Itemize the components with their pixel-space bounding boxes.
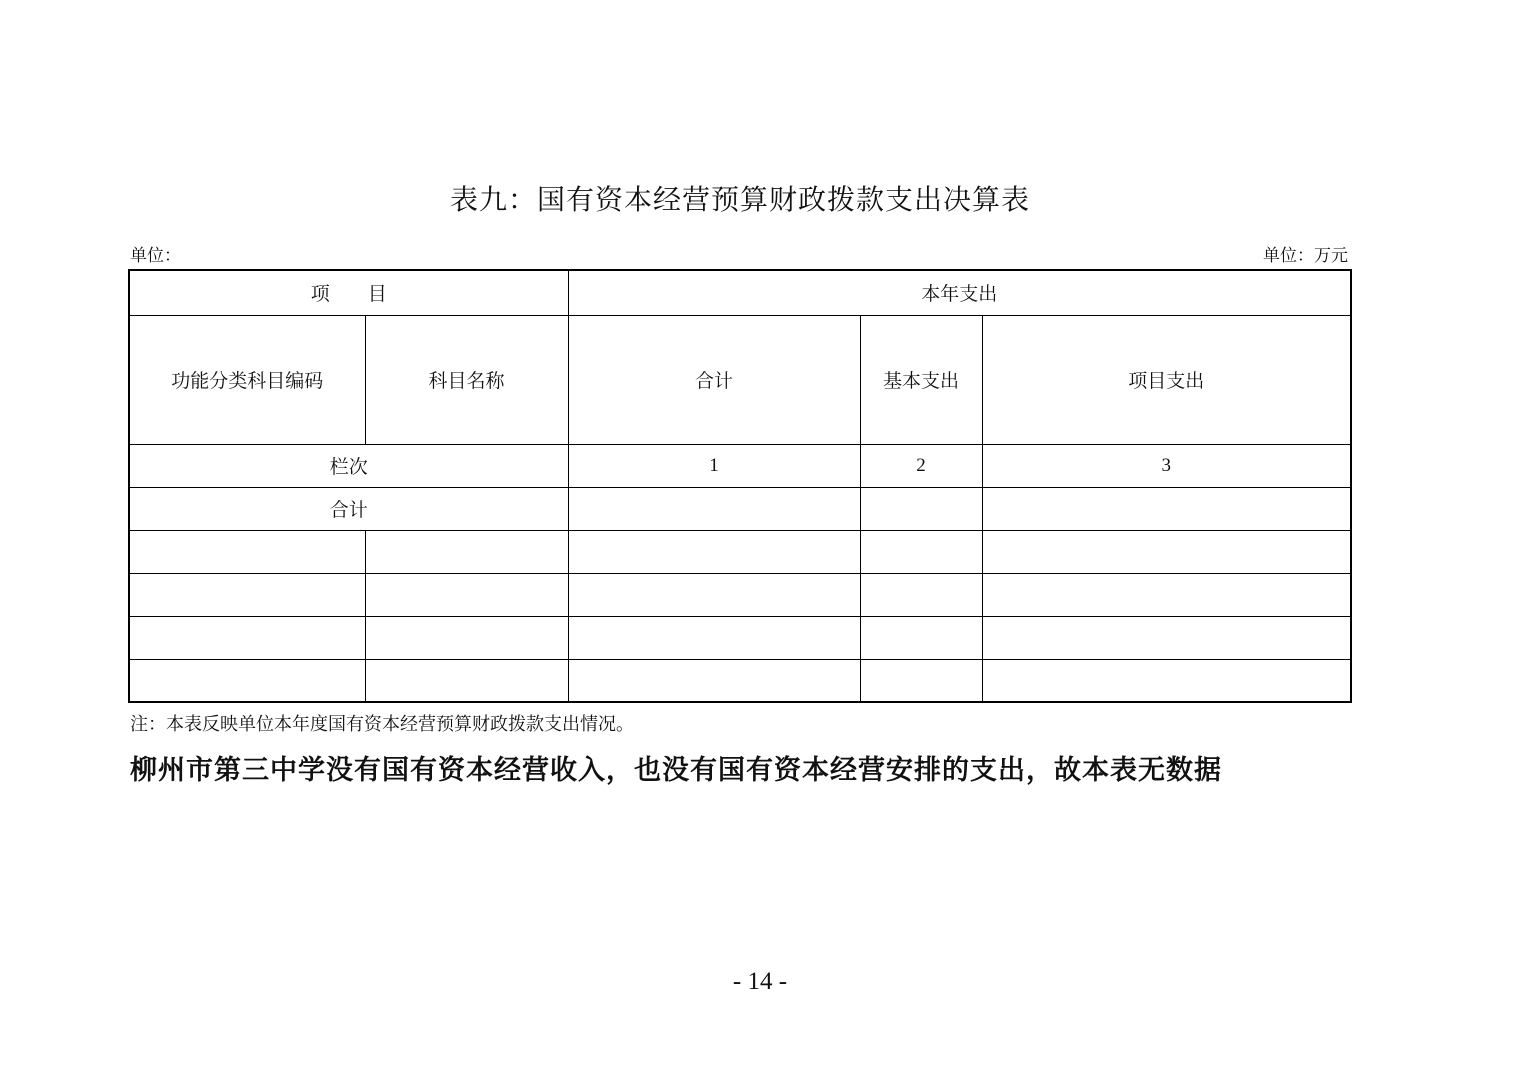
table-cell — [365, 659, 568, 702]
column-header-project: 项目支出 — [982, 315, 1351, 444]
table-cell — [982, 659, 1351, 702]
table-cell — [860, 616, 982, 659]
column-header-basic: 基本支出 — [860, 315, 982, 444]
table-note: 注：本表反映单位本年度国有资本经营预算财政拨款支出情况。 — [130, 714, 634, 735]
table-cell — [129, 616, 365, 659]
unit-label-right: 单位：万元 — [1263, 246, 1348, 266]
header-current-year-expenditure: 本年支出 — [568, 270, 1351, 315]
total-row-label: 合计 — [129, 487, 568, 530]
column-header-total: 合计 — [568, 315, 860, 444]
table-cell — [860, 659, 982, 702]
table-cell — [860, 573, 982, 616]
table-cell — [982, 530, 1351, 573]
table-cell — [568, 616, 860, 659]
table-cell — [568, 530, 860, 573]
unit-label-left: 单位： — [130, 246, 181, 266]
table-cell — [129, 573, 365, 616]
table-cell — [982, 616, 1351, 659]
table-cell — [860, 530, 982, 573]
index-project: 3 — [982, 444, 1351, 487]
page-number: - 14 - — [732, 968, 788, 995]
table-cell — [129, 530, 365, 573]
table-row — [129, 659, 1351, 702]
header-item: 项 目 — [129, 270, 568, 315]
total-cell — [982, 487, 1351, 530]
table-cell — [365, 530, 568, 573]
no-data-statement: 柳州市第三中学没有国有资本经营收入，也没有国有资本经营安排的支出，故本表无数据 — [130, 755, 1222, 786]
header-row-1 — [129, 270, 1351, 315]
index-basic: 2 — [860, 444, 982, 487]
header-row-2 — [129, 315, 1351, 444]
table-cell — [129, 659, 365, 702]
table-cell — [568, 573, 860, 616]
table-cell — [568, 659, 860, 702]
column-header-name: 科目名称 — [365, 315, 568, 444]
table-row — [129, 616, 1351, 659]
column-header-code: 功能分类科目编码 — [129, 315, 365, 444]
table-cell — [982, 573, 1351, 616]
index-total: 1 — [568, 444, 860, 487]
total-cell — [860, 487, 982, 530]
table-cell — [365, 616, 568, 659]
table-title: 表九：国有资本经营预算财政拨款支出决算表 — [449, 183, 1030, 216]
total-cell — [568, 487, 860, 530]
table-row — [129, 530, 1351, 573]
table-row — [129, 573, 1351, 616]
index-row — [129, 444, 1351, 487]
table-cell — [365, 573, 568, 616]
budget-table — [128, 269, 1352, 703]
total-row — [129, 487, 1351, 530]
index-row-label: 栏次 — [129, 444, 568, 487]
